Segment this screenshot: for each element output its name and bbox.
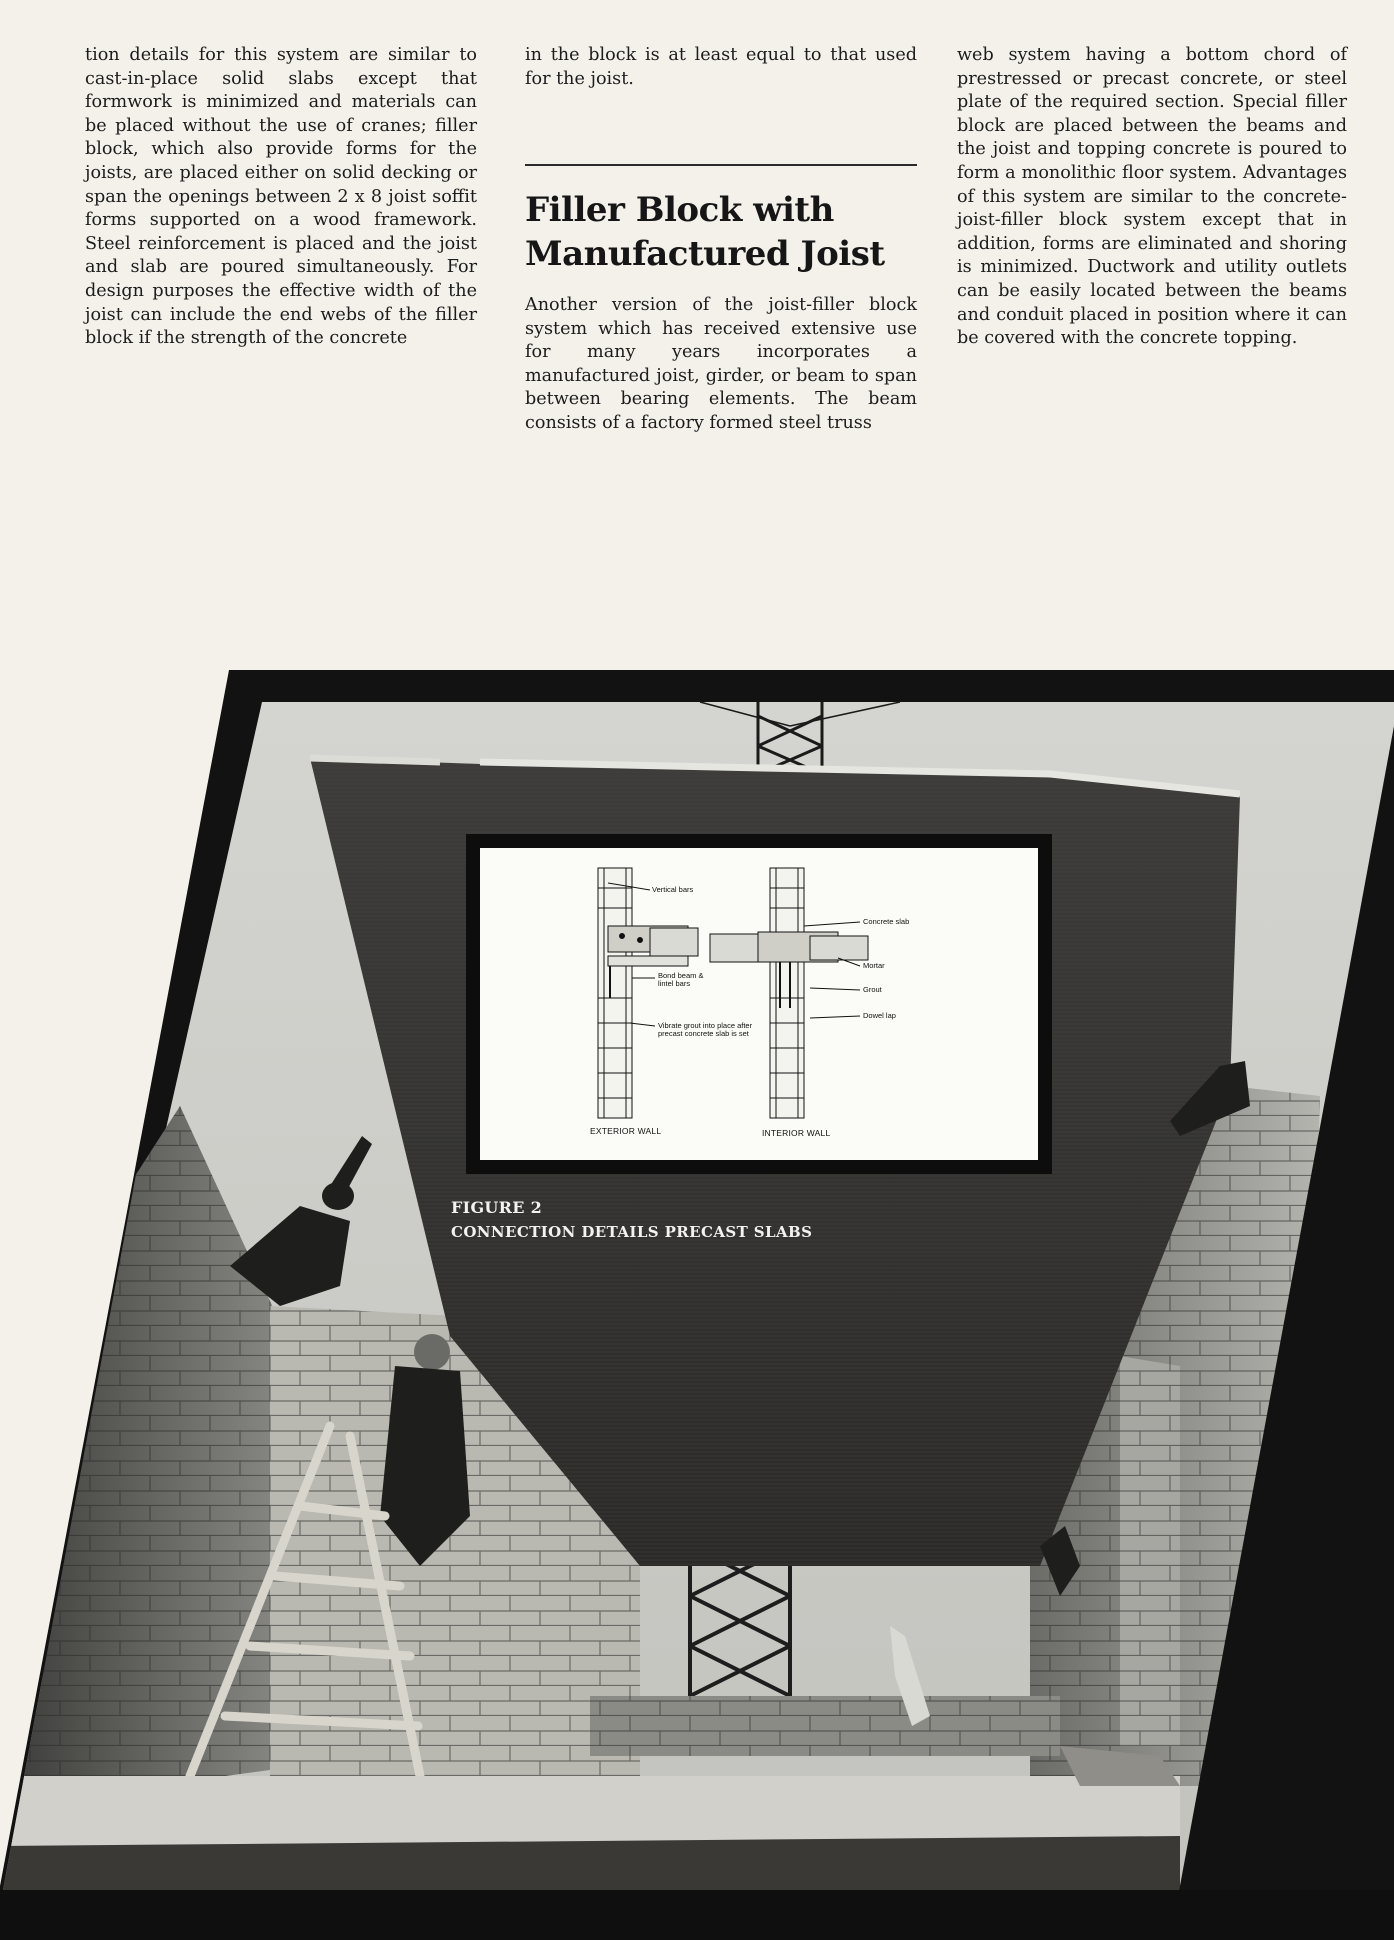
figure-caption [451,1196,812,1244]
figure-number: FIGURE 2 [451,1198,543,1217]
column-2-top-paragraph: in the block is at least equal to that used for the joist. [525,45,917,89]
label-concrete-slab: Concrete slab [863,917,910,926]
text-column-1 [85,44,477,351]
label-interior-wall: INTERIOR WALL [762,1128,831,1138]
heading-line-1: Filler Block with [525,190,834,230]
label-grout: Grout [863,985,882,994]
label-mortar: Mortar [863,961,885,970]
label-bond-beam-2: lintel bars [658,979,691,988]
label-bond-beam-1: Bond beam & [658,971,704,980]
label-vibrate-1: Vibrate grout into place after [658,1021,753,1030]
diagram-drawing [480,848,1038,1160]
section-divider-rule [525,164,917,166]
label-dowel-lap: Dowel lap [863,1011,896,1020]
column-1-paragraph: tion details for this system are similar to cast-in-place solid slabs except that formwork is minimized and materials can be placed without the use of cranes; filler block, which also provide forms for the joists, are placed either on solid decking or span the openings between 2 x 8 joist soffit forms supported on a wood framework. Steel reinforcement is placed and the joist and slab are poured simultaneously. For design purposes the effective width of the joist can include the end webs of the filler block if the strength of the concrete [85,45,477,349]
label-exterior-wall: EXTERIOR WALL [590,1126,662,1136]
label-vertical-bars: Vertical bars [652,885,694,894]
text-column-3 [957,44,1347,351]
column-3-paragraph: web system having a bottom chord of prestressed or precast concrete, or steel plate of the required section. Special filler block are placed between the beams and the joist and topping concrete is poured to form a monolithic floor system. Advantages of this system are similar to the concrete-joist-filler block system except that in addition, forms are eliminated and shoring is minimized. Ductwork and utility outlets can be easily located between the beams and conduit placed in position where it can be covered with the concrete topping. [957,45,1347,349]
text-column-2-body [525,294,917,436]
connection-detail-diagram [480,848,1038,1160]
section-heading [525,188,925,276]
figure-title: CONNECTION DETAILS PRECAST SLABS [451,1223,813,1241]
column-2-body-paragraph: Another version of the joist-filler block system which has received extensive use for many years incorporates a manufactured joist, girder, or beam to span between bearing elements. The beam consists of a factory formed steel truss [525,295,917,433]
heading-line-2: Manufactured Joist [525,234,885,274]
label-vibrate-2: precast concrete slab is set [658,1029,749,1038]
text-column-2-top [525,44,917,91]
